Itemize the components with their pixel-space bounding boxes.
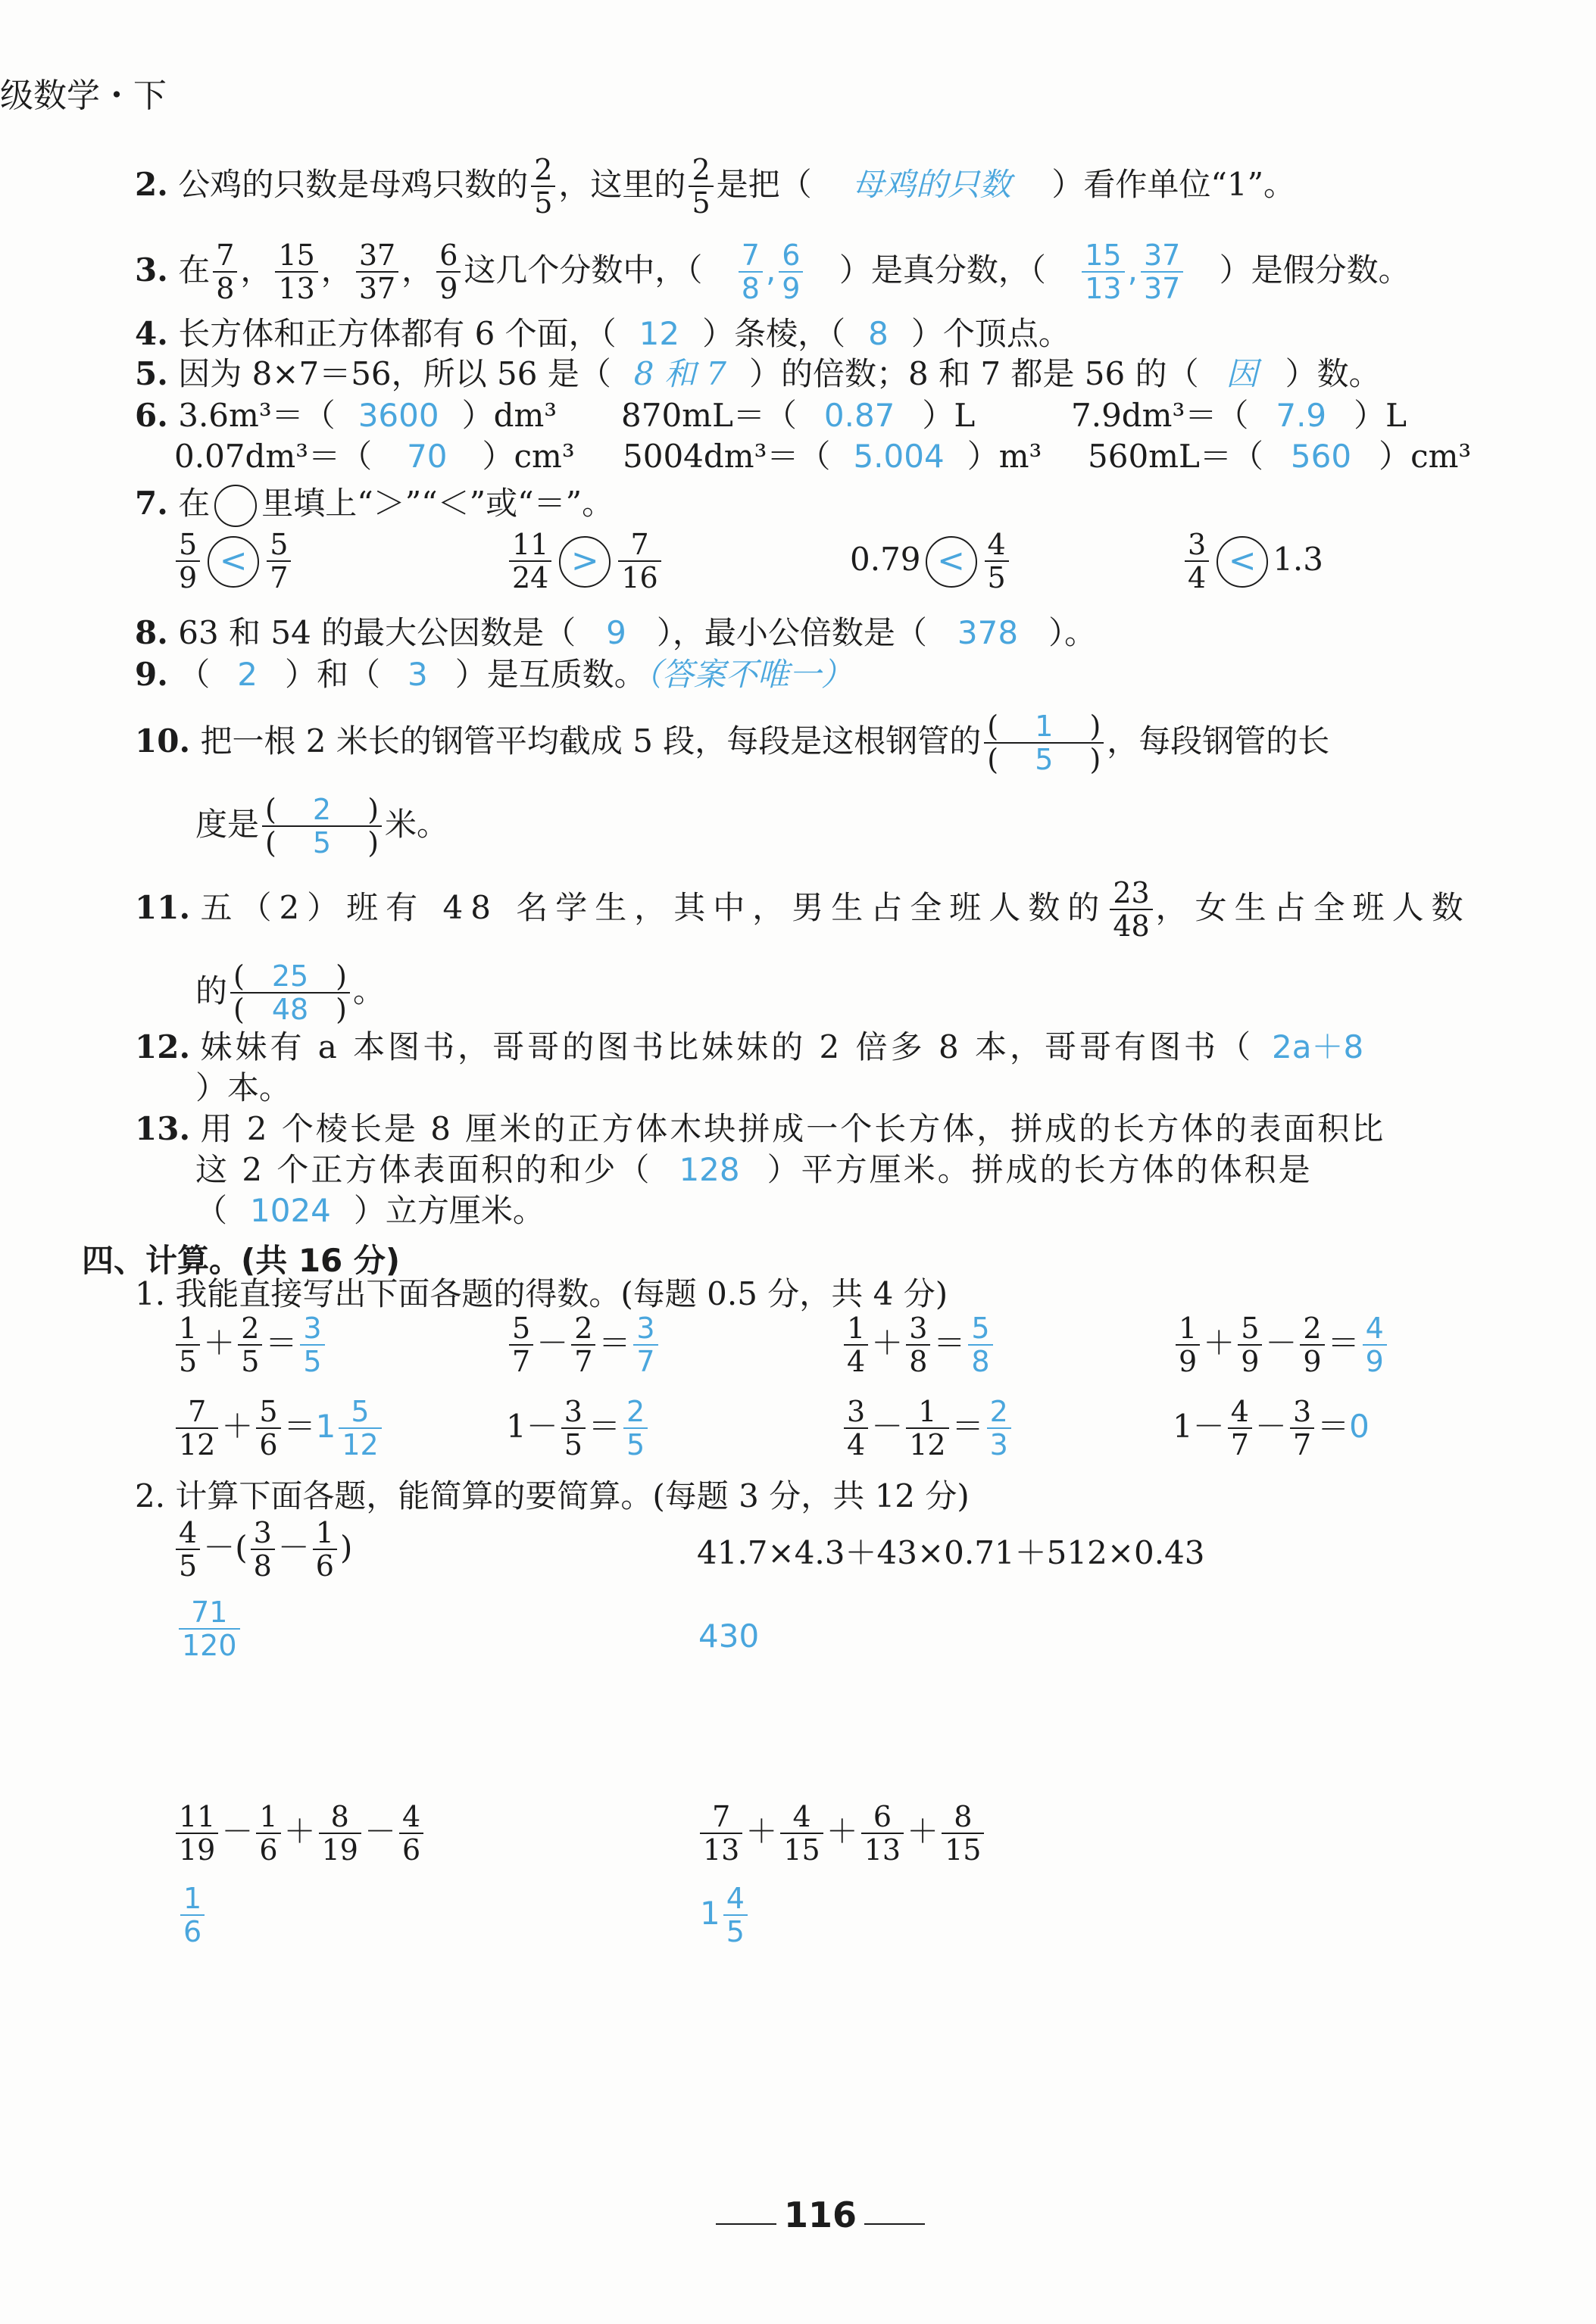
question-6-item: 7.9dm³＝（ 7.9 ）L (1071, 397, 1407, 434)
fraction: $\frac{37}{37}$ (356, 241, 398, 304)
answer-field[interactable]: 1024 (250, 1192, 331, 1229)
question-8: 8. 63 和 54 的最大公因数是（ 9 ），最小公倍数是（ 378 ）。 (135, 614, 1097, 651)
answer-field[interactable]: 因 (1226, 355, 1258, 392)
compare-circle[interactable]: < (926, 536, 977, 588)
answer-field[interactable]: $\frac{15}{13}$ , $\frac{37}{37}$ (1079, 251, 1186, 289)
calc-answer-4[interactable]: 1 $\frac{4}{5}$ (700, 1884, 751, 1948)
answer-field[interactable]: 0.87 (823, 397, 895, 434)
question-13-cont: （ 1024 ）立方厘米。 (195, 1192, 545, 1229)
answer-note: （答案不唯一） (645, 656, 853, 693)
page-number: 116 (784, 2195, 857, 2235)
answer-field[interactable]: 0 (1349, 1407, 1370, 1445)
answer-field[interactable]: 3 (407, 656, 428, 693)
calc-item: $\frac{1}{5}$ ＋ $\frac{2}{5}$ ＝ $\frac{3}{5}$ (173, 1314, 328, 1377)
calc-item: $\frac{1}{9}$ ＋ $\frac{5}{9}$ － $\frac{2}{9}$ ＝ $\frac{4}{9}$ (1173, 1314, 1390, 1377)
answer-field[interactable]: 8 和 7 (633, 355, 726, 392)
question-11: 11. 五（2）班有 48 名学生，其中，男生占全班人数的 $\frac{23}{48}$ ，女生占全班人数 (135, 876, 1471, 943)
calc-problem-2: 41.7×4.3＋43×0.71＋512×0.43 (697, 1534, 1205, 1571)
compare-circle[interactable]: > (559, 536, 611, 588)
answer-fraction[interactable]: $\frac{4}{9}$ (1363, 1314, 1387, 1377)
question-6-item: 870mL＝（ 0.87 ）L (621, 397, 976, 434)
calc-problem-3: $\frac{11}{19}$ － $\frac{1}{6}$ ＋ $\frac{8}{19}$ － $\frac{4}{6}$ (173, 1802, 426, 1866)
question-5: 5. 因为 8×7＝56，所以 56 是（ 8 和 7 ）的倍数；8 和 7 都是 56 的（ 因 ）数。 (135, 355, 1381, 392)
answer-fraction[interactable]: ( 2 ) ( 5 ) (262, 795, 382, 859)
answer-field[interactable]: 70 (407, 438, 448, 475)
question-7: 7. 在 里填上“＞”“＜”或“＝”。 (135, 485, 614, 527)
question-6-item: 560mL＝（ 560 ）cm³ (1088, 438, 1472, 475)
answer-fraction[interactable]: $\frac{3}{5}$ (300, 1314, 324, 1377)
question-13: 13. 用 2 个棱长是 8 厘米的正方体木块拼成一个长方体，拼成的长方体的表面积比 (135, 1110, 1386, 1147)
answer-fraction[interactable]: $\frac{5}{12}$ (339, 1397, 381, 1461)
answer-field[interactable]: 7.9 (1276, 397, 1327, 434)
divider (716, 2223, 776, 2225)
question-4: 4. 长方体和正方体都有 6 个面，（ 12 ）条棱，（ 8 ）个顶点。 (135, 315, 1070, 352)
compare-item: 0.79 < $\frac{4}{5}$ (850, 530, 1012, 594)
question-3: 3. 在 $\frac{7}{8}$ ， $\frac{15}{13}$ ， $\frac{37}{37}$ ， $\frac{6}{9}$ 这几个分数中，（ $\frac{7}{8}$ , $\frac{6}{9}$ ）是真分数，（ $\frac{15}{13}$ , $\frac{37}{37}$ ）是假分数。 (135, 239, 1410, 305)
answer-field[interactable]: 378 (957, 614, 1019, 651)
answer-field[interactable]: 母鸡的只数 (852, 165, 1012, 203)
header-title: 级数学・下 (0, 76, 167, 115)
question-9: 9. （ 2 ）和（ 3 ）是互质数。（答案不唯一） (135, 656, 853, 693)
answer-field[interactable]: 128 (679, 1151, 740, 1188)
question-10: 10. 把一根 2 米长的钢管平均截成 5 段，每段是这根钢管的 ( 1 ) ( 5 ) ，每段钢管的长 (135, 710, 1330, 776)
fraction: $\frac{2}{5}$ (689, 155, 713, 219)
divider (864, 2223, 925, 2225)
compare-item: $\frac{3}{4}$ < 1.3 (1182, 530, 1323, 594)
answer-field[interactable]: $\frac{7}{8}$ , $\frac{6}{9}$ (736, 251, 807, 289)
answer-field[interactable]: 2 (237, 656, 258, 693)
calc-problem-1: $\frac{4}{5}$ －( $\frac{3}{8}$ － $\frac{1}{6}$ ) (173, 1518, 352, 1582)
question-6-row-2: 0.07dm³＝（ 70 ）cm³ (174, 438, 575, 475)
question-6-item: 5004dm³＝（ 5.004 ）m³ (623, 438, 1042, 475)
compare-circle[interactable]: < (208, 536, 259, 588)
question-2: 2. 公鸡的只数是母鸡只数的 $\frac{2}{5}$ ，这里的 $\frac{2}{5}$ 是把（ 母鸡的只数 ）看作单位“1”。 (135, 153, 1296, 220)
calc-answer-1[interactable]: $\frac{71}{120}$ (176, 1598, 243, 1661)
calc-item: $\frac{3}{4}$ － $\frac{1}{12}$ ＝ $\frac{2}{3}$ (841, 1397, 1014, 1461)
answer-fraction[interactable]: ( 25 ) ( 48 ) (230, 962, 350, 1025)
question-10-cont: 度是 ( 2 ) ( 5 ) 米。 (195, 793, 449, 859)
answer-fraction[interactable]: ( 1 ) ( 5 ) (984, 712, 1104, 775)
section-title: 四、计算。(共 16 分) (82, 1242, 401, 1279)
question-12-cont: ）本。 (195, 1069, 292, 1106)
calc-item: 1－ $\frac{4}{7}$ － $\frac{3}{7}$ ＝0 (1173, 1395, 1370, 1461)
calc-answer-3[interactable]: $\frac{1}{6}$ (177, 1884, 208, 1948)
fraction: $\frac{2}{5}$ (531, 155, 555, 219)
answer-field[interactable]: 8 (868, 315, 889, 352)
compare-item: $\frac{11}{24}$ > $\frac{7}{16}$ (506, 530, 664, 594)
calc-problem-4: $\frac{7}{13}$ ＋ $\frac{4}{15}$ ＋ $\frac{6}{13}$ ＋ $\frac{8}{15}$ (697, 1802, 987, 1866)
calc-1-title: 1. 我能直接写出下面各题的得数。(每题 0.5 分，共 4 分) (135, 1275, 948, 1312)
answer-field[interactable]: 9 (606, 614, 626, 651)
answer-field[interactable]: 2a＋8 (1272, 1028, 1364, 1065)
answer-fraction[interactable]: $\frac{2}{3}$ (987, 1397, 1011, 1461)
fraction: $\frac{15}{13}$ (275, 241, 317, 304)
fraction: $\frac{7}{8}$ (213, 241, 237, 304)
question-13-cont: 这 2 个正方体表面积的和少（ 128 ）平方厘米。拼成的长方体的体积是 (195, 1151, 1313, 1188)
calc-answer-2[interactable]: 430 (698, 1617, 760, 1655)
calc-item: $\frac{1}{4}$ ＋ $\frac{3}{8}$ ＝ $\frac{5}{8}$ (841, 1314, 996, 1377)
answer-fraction[interactable]: $\frac{5}{8}$ (968, 1314, 992, 1377)
answer-field[interactable]: 560 (1290, 438, 1352, 475)
answer-field[interactable]: 5.004 (853, 438, 945, 475)
compare-circle[interactable]: < (1217, 536, 1268, 588)
calc-item: 1－ $\frac{3}{5}$ ＝ $\frac{2}{5}$ (506, 1397, 651, 1461)
question-12: 12. 妹妹有 a 本图书，哥哥的图书比妹妹的 2 倍多 8 本，哥哥有图书（ 2a＋8 (135, 1028, 1364, 1065)
circle-icon (214, 485, 257, 527)
answer-field[interactable]: 12 (639, 315, 680, 352)
calc-item: $\frac{5}{7}$ － $\frac{2}{7}$ ＝ $\frac{3}{7}$ (506, 1314, 661, 1377)
fraction: $\frac{6}{9}$ (436, 241, 461, 304)
answer-field[interactable]: 3600 (358, 397, 439, 434)
answer-fraction[interactable]: $\frac{3}{7}$ (633, 1314, 657, 1377)
page-footer (708, 2195, 932, 2235)
question-6-row-1: 6. 3.6m³＝（ 3600 ）dm³ (135, 397, 558, 434)
calc-2-title: 2. 计算下面各题，能简算的要简算。(每题 3 分，共 12 分) (135, 1477, 970, 1514)
answer-fraction[interactable]: $\frac{2}{5}$ (623, 1397, 648, 1461)
question-11-cont: 的 ( 25 ) ( 48 ) 。 (195, 959, 386, 1026)
compare-item: $\frac{5}{9}$ < $\frac{5}{7}$ (173, 530, 294, 594)
calc-item: $\frac{7}{12}$ ＋ $\frac{5}{6}$ ＝1 $\frac{5}{12}$ (173, 1397, 385, 1461)
